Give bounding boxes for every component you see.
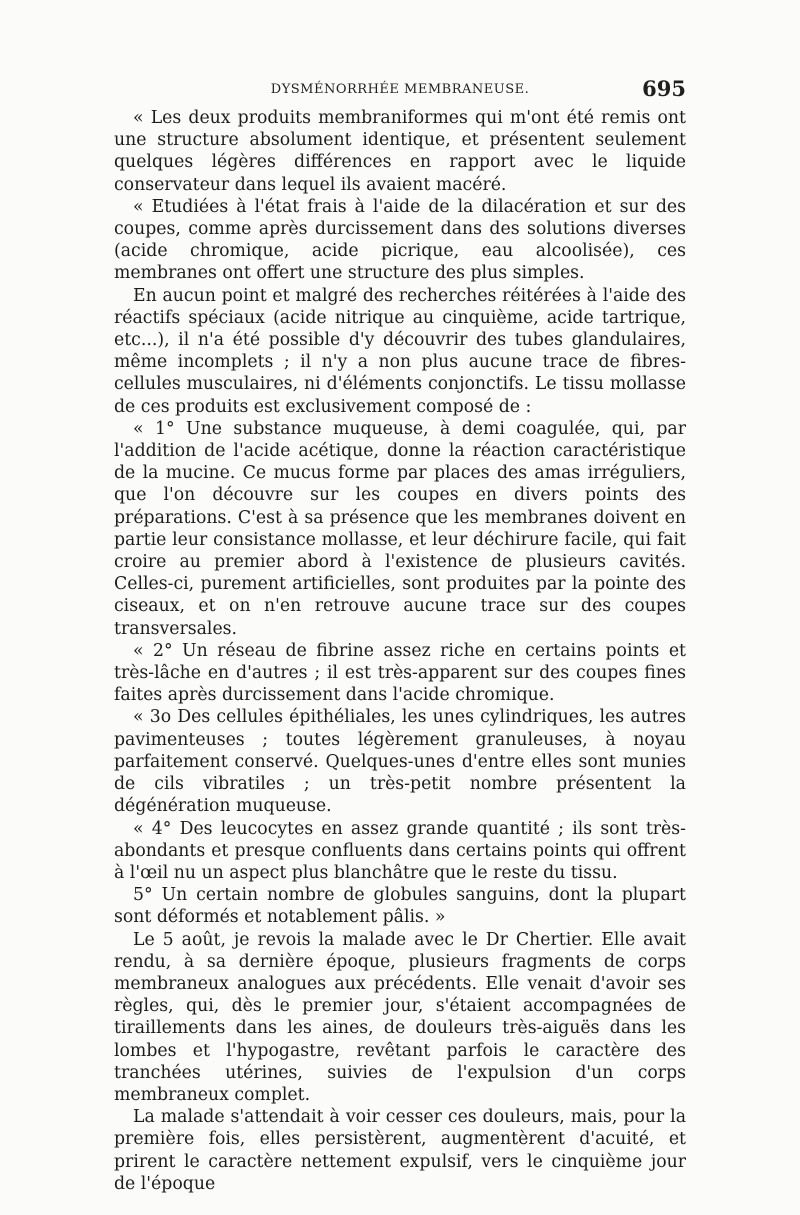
paragraph: 5° Un certain nombre de globules sanguins, dont la plupart sont déformés et notablement pâlis. »: [114, 885, 686, 928]
paragraph: Le 5 août, je revois la malade avec le Dr Chertier. Elle avait rendu, à sa dernière époque, plusieurs fragments de corps membraneux analogues aux précédents. Elle venait d'avoir ses règles, qui, dès le premier jour, s'étaient accompagnées de tiraillements dans les aines, de douleurs très-aiguës dans les lombes et l'hypogastre, revêtant parfois le caractère des tranchées utérines, suivies de l'expulsion d'un corps membraneux complet.: [114, 929, 686, 1105]
body-text: [114, 107, 686, 1195]
running-title: DYSMÉNORRHÉE MEMBRANEUSE.: [270, 82, 530, 97]
paragraph: « 4° Des leucocytes en assez grande quantité ; ils sont très-abondants et presque confluents dans certains points qui offrent à l'œil nu un aspect plus blanchâtre que le reste du tissu.: [114, 818, 686, 883]
paragraph: « 2° Un réseau de fibrine assez riche en certains points et très-lâche en d'autres ; il est très-apparent sur des coupes fines faites après durcissement dans l'acide chromique.: [114, 640, 686, 706]
paragraph: « 1° Une substance muqueuse, à demi coagulée, qui, par l'addition de l'acide acétique, donne la réaction caractéristique de la mucine. Ce mucus forme par places des amas irréguliers, que l'on découvre sur les coupes en divers points des préparations. C'est à sa présence que les membranes doivent en partie leur consistance mollasse, et leur déchirure facile, qui fait croire au premier abord à l'existence de plusieurs cavités. Celles-ci, purement artificielles, sont produites par la pointe des ciseaux, et on n'en retrouve aucune trace sur des coupes transversales.: [114, 418, 686, 639]
paragraph: « Etudiées à l'état frais à l'aide de la dilacération et sur des coupes, comme après durcissement dans des solutions diverses (acide chromique, acide picrique, eau alcoolisée), ces membranes ont offert une structure des plus simples.: [114, 196, 686, 284]
paragraph: « 3o Des cellules épithéliales, les unes cylindriques, les autres pavimenteuses ; toutes légèrement granuleuses, à noyau parfaitement conservé. Quelques-unes d'entre elles sont munies de cils vibratiles ; un très-petit nombre présentent la dégénération muqueuse.: [114, 707, 686, 817]
paragraph: La malade s'attendait à voir cesser ces douleurs, mais, pour la première fois, elles persistèrent, augmentèrent d'acuité, et prirent le caractère nettement expulsif, vers le cinquième jour de l'époque: [114, 1107, 686, 1194]
paragraph: En aucun point et malgré des recherches réitérées à l'aide des réactifs spéciaux (acide nitrique au cinquième, acide tartrique, etc...), il n'a été possible d'y découvrir des tubes glandulaires, même incomplets ; il n'y a non plus aucune trace de fibres-cellules musculaires, ni d'éléments conjonctifs. Le tissu mollasse de ces produits est exclusivement composé de :: [114, 285, 686, 417]
paragraph: « Les deux produits membraniformes qui m'ont été remis ont une structure absolument identique, et présentent seulement quelques légères différences en rapport avec le liquide conservateur dans lequel ils avaient macéré.: [114, 108, 686, 195]
page-number: 695: [642, 76, 686, 101]
running-header: [114, 76, 686, 104]
